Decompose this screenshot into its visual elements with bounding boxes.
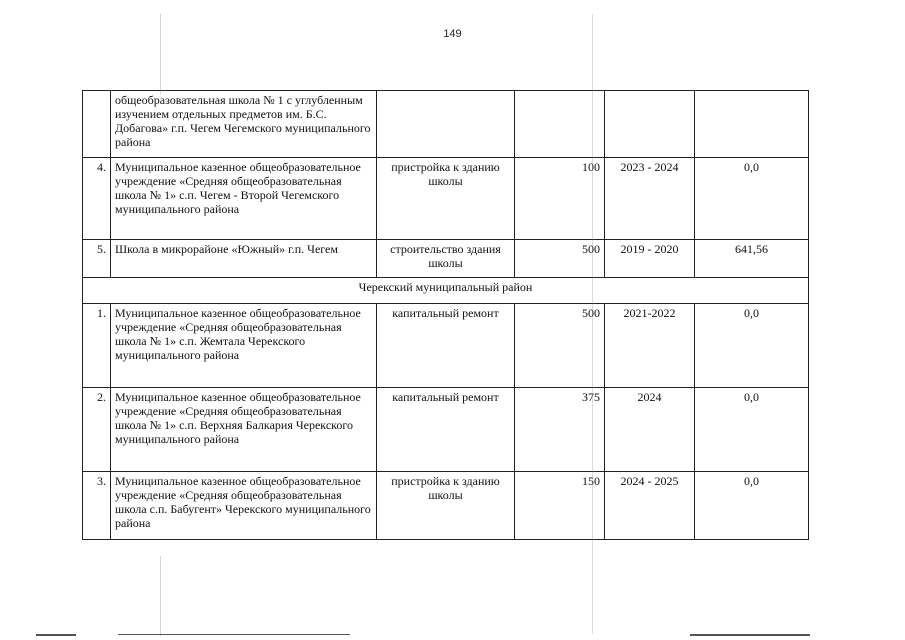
scan-artifact-line <box>160 14 161 94</box>
amount <box>695 91 809 158</box>
period: 2024 <box>605 388 695 472</box>
work-type <box>377 91 515 158</box>
amount: 0,0 <box>695 304 809 388</box>
table-row <box>83 158 809 240</box>
capacity: 100 <box>515 158 605 240</box>
scan-artifact-line <box>36 634 76 636</box>
school-name: Муниципальное казенное общеобразовательное учреждение «Средняя общеобразовательная школа № 1» с.п. Верхняя Балкария Черекского муниципального района <box>111 388 377 472</box>
work-type: пристройка к зданию школы <box>377 472 515 540</box>
amount: 0,0 <box>695 472 809 540</box>
schools-table <box>82 90 809 540</box>
school-name: Муниципальное казенное общеобразовательное учреждение «Средняя общеобразовательная школа № 1» с.п. Жемтала Черекского муниципального района <box>111 304 377 388</box>
period: 2019 - 2020 <box>605 240 695 278</box>
row-number: 2. <box>83 388 111 472</box>
school-name: общеобразовательная школа № 1 с углубленным изучением отдельных предметов им. Б.С. Добагова» г.п. Чегем Чегемского муниципального района <box>111 91 377 158</box>
table-row <box>83 304 809 388</box>
capacity: 500 <box>515 240 605 278</box>
section-title: Черекский муниципальный район <box>83 278 809 304</box>
work-type: строительство здания школы <box>377 240 515 278</box>
work-type: пристройка к зданию школы <box>377 158 515 240</box>
amount: 0,0 <box>695 388 809 472</box>
work-type: капитальный ремонт <box>377 304 515 388</box>
school-name: Муниципальное казенное общеобразовательное учреждение «Средняя общеобразовательная школа № 1» с.п. Чегем - Второй Чегемского муниципального района <box>111 158 377 240</box>
scan-artifact-line <box>592 14 593 634</box>
school-name: Муниципальное казенное общеобразовательное учреждение «Средняя общеобразовательная школа с.п. Бабугент» Черекского муниципального района <box>111 472 377 540</box>
row-number: 3. <box>83 472 111 540</box>
table-row <box>83 91 809 158</box>
table-row <box>83 240 809 278</box>
period: 2024 - 2025 <box>605 472 695 540</box>
scan-artifact-line <box>118 634 350 635</box>
period: 2021-2022 <box>605 304 695 388</box>
page-number: 149 <box>443 28 462 40</box>
scan-artifact-line <box>690 634 810 636</box>
amount: 641,56 <box>695 240 809 278</box>
period: 2023 - 2024 <box>605 158 695 240</box>
capacity <box>515 91 605 158</box>
row-number: 5. <box>83 240 111 278</box>
amount: 0,0 <box>695 158 809 240</box>
table-row <box>83 388 809 472</box>
scan-artifact-line <box>160 556 161 636</box>
row-number <box>83 91 111 158</box>
capacity: 150 <box>515 472 605 540</box>
capacity: 375 <box>515 388 605 472</box>
row-number: 1. <box>83 304 111 388</box>
period <box>605 91 695 158</box>
school-name: Школа в микрорайоне «Южный» г.п. Чегем <box>111 240 377 278</box>
work-type: капитальный ремонт <box>377 388 515 472</box>
section-row <box>83 278 809 304</box>
table-row <box>83 472 809 540</box>
row-number: 4. <box>83 158 111 240</box>
capacity: 500 <box>515 304 605 388</box>
